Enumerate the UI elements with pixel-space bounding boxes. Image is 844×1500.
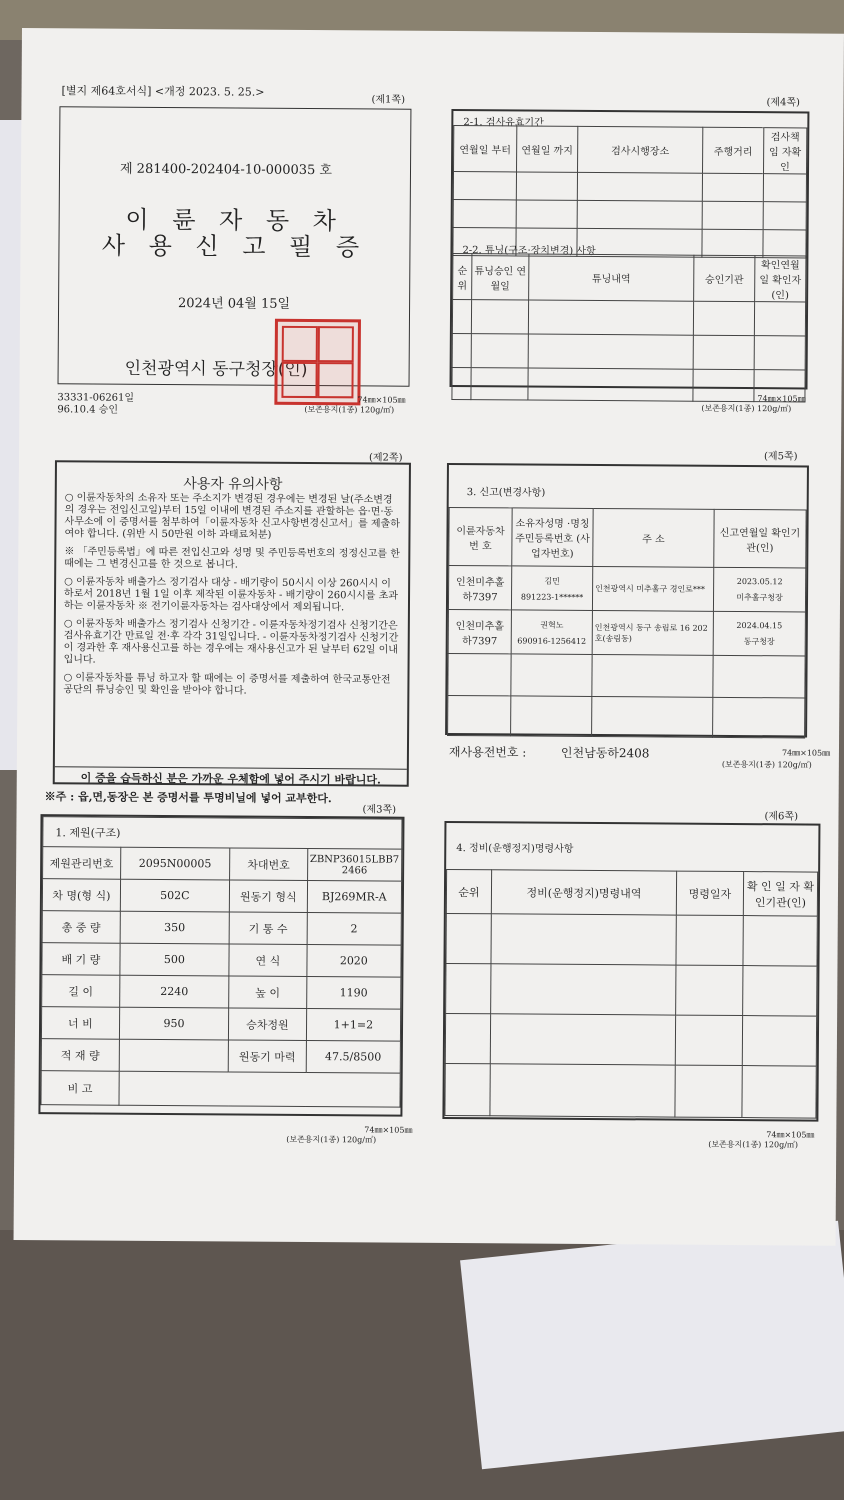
spec-value — [119, 1039, 228, 1072]
report-table — [447, 507, 807, 738]
found-notice: 이 증을 습득하신 분은 가까운 우체함에 넣어 주시기 바랍니다. — [55, 766, 407, 787]
spec-label: 높 이 — [229, 976, 307, 1009]
issuer: 인천광역시 동구청장(인) — [124, 358, 308, 381]
spec-label: 비 고 — [41, 1071, 119, 1106]
tuning-table — [451, 253, 806, 402]
row1-date: 2023.05.12 — [736, 576, 783, 586]
official-seal — [274, 319, 361, 406]
spec-label: 원동기 마력 — [228, 1040, 306, 1073]
approval-date: 96.10.4 승인 — [57, 404, 119, 416]
spec-label: 원동기 형식 — [229, 880, 307, 913]
spec-label: 총 중 량 — [42, 911, 120, 944]
header-order-detail: 정비(운행정지)명령내역 — [491, 870, 676, 915]
header-from: 연월일 부터 — [454, 126, 517, 172]
spec-value: 950 — [119, 1007, 228, 1040]
row2-address: 인천광역시 동구 송림로 16 202호(송림동) — [592, 610, 713, 655]
spec-label: 길 이 — [42, 975, 120, 1008]
header-approval-date: 튜닝승인 연월일 — [472, 254, 529, 300]
header-to: 연월일 까지 — [517, 126, 578, 172]
notice-body — [63, 492, 400, 704]
notice-item-1: ○ 이륜자동차의 소유자 또는 주소지가 변경된 경우에는 변경된 날(주소변경의 경우는 전입신고일)부터 15일 이내에 변경된 주소지를 관할하는 읍·면·동사무소에 이 증명서를 첨부하여「이륜자동차 신고사항변경신고서」를 제출하여야 합니다. (위반 시 50만원 이하 과태료처분) — [64, 492, 400, 541]
maintenance-table — [444, 869, 818, 1119]
table-row — [41, 1039, 400, 1074]
spec-value: 1190 — [306, 977, 401, 1010]
row2-plate: 인천미추홀 하7397 — [448, 609, 511, 653]
row2-date: 2024.04.15 — [736, 620, 783, 630]
page3-size-note: 74㎜×105㎜ — [364, 1125, 413, 1135]
spec-label: 제원관리번호 — [43, 847, 121, 880]
page4-panel — [450, 109, 810, 389]
table-row — [42, 975, 401, 1010]
spec-table — [40, 816, 402, 1108]
page1-panel — [58, 106, 412, 386]
header-approval-agency: 승인기관 — [694, 255, 755, 301]
spec-section-title: 1. 제원(구조) — [43, 817, 402, 850]
spec-value: ZBNP36015LBB7 2466 — [307, 849, 402, 882]
header-report-date: 신고연월일 확인기관(인) — [714, 509, 806, 568]
notice-item-2: ※ 「주민등록법」에 따른 전입신고와 성명 및 주민등록번호의 정정신고를 한 때에는 그 변경신고를 한 것으로 봅니다. — [64, 546, 400, 571]
header-tuning-detail: 튜닝내역 — [529, 254, 694, 301]
row2-id: 690916-1256412 — [517, 635, 587, 646]
header-plate: 이륜자동차 번 호 — [449, 507, 512, 565]
header-confirm-agency: 확 인 일 자 확인기관(인) — [743, 872, 817, 917]
table-row — [43, 847, 402, 882]
approval-number: 33331-06261일 — [57, 392, 135, 404]
page6-size-note: 74㎜×105㎜ — [766, 1130, 815, 1140]
reuse-label: 재사용전번호 : — [448, 744, 527, 760]
page1-paper-note: (보존용지(1종) 120g/㎡) — [304, 404, 395, 415]
table-row — [42, 911, 401, 946]
spec-value: 502C — [120, 879, 229, 912]
page3-label: (제3쪽) — [362, 804, 397, 816]
header-address: 주 소 — [593, 508, 714, 567]
header-order: 순위 — [446, 869, 491, 913]
table-row — [42, 879, 401, 914]
header-rank: 순위 — [453, 254, 472, 300]
row2-agency: 동구청장 — [743, 636, 775, 646]
spec-value: 1+1=2 — [306, 1009, 401, 1042]
page5-panel — [445, 463, 809, 738]
tuning-section-title: 2-2. 튜닝(구조·장치변경) 사항 — [462, 245, 596, 258]
page5-size-note: 74㎜×105㎜ — [781, 748, 831, 758]
background-paper — [460, 1221, 844, 1470]
header-place: 검사시행장소 — [578, 126, 703, 173]
page3-paper-note: (보존용지(1종) 120g/㎡) — [286, 1134, 377, 1145]
header-owner: 소유자성명 ·명칭 주민등록번호 (사업자번호) — [512, 508, 593, 567]
notice-item-3: ○ 이륜자동차 배출가스 정기검사 대상 - 배기량이 50시시 이상 260시시 이하로서 2018년 1월 1일 이후 제작된 이륜자동차 - 배기량이 260시시를 초과하는 이륜자동차 ※ 전기이륜자동차는 검사대상에서 제외됩니다. — [63, 576, 399, 614]
spec-label: 기 통 수 — [229, 912, 307, 945]
title-line2: 사 용 신 고 필 증 — [101, 231, 368, 262]
reuse-number: 인천남동하2408 — [560, 745, 650, 761]
page4-paper-note: (보존용지(1종) 120g/㎡) — [701, 403, 792, 414]
report-section-title: 3. 신고(변경사항) — [466, 487, 546, 499]
notice-item-4: ○ 이륜자동차 배출가스 정기검사 신청기간 - 이륜자동차정기검사 신청기간은 검사유효기간 만료일 전·후 각각 31일입니다. - 이륜자동차정기검사 신청기간이 경과한 후 재사용신고를 하는 경우에는 재사용신고가 된 날부터 62일 이내입니다. — [63, 618, 399, 666]
page6-label: (제6쪽) — [764, 811, 799, 823]
spec-value: 500 — [120, 943, 229, 976]
table-row — [448, 609, 805, 655]
spec-label: 적 재 량 — [41, 1039, 119, 1072]
page6-panel — [442, 821, 820, 1122]
page4-label: (제4쪽) — [766, 97, 801, 109]
page1-label: (제1쪽) — [371, 94, 406, 106]
issue-instruction: ※주 : 읍,면,동장은 본 증명서를 투명비닐에 넣어 교부한다. — [44, 790, 332, 806]
spec-value: 2240 — [119, 975, 228, 1008]
spec-label: 너 비 — [41, 1007, 119, 1040]
spec-label: 승차정원 — [229, 1008, 307, 1041]
notice-title: 사용자 유의사항 — [183, 476, 283, 493]
row1-owner: 김민 — [544, 576, 560, 586]
inspection-section-title: 2-1. 검사유효기간 — [463, 117, 544, 129]
spec-label: 연 식 — [229, 944, 307, 977]
header-inspector: 검사책임 자확인 — [764, 128, 807, 174]
page1-size-note: 74㎜×105㎜ — [357, 395, 406, 405]
table-row — [42, 943, 401, 978]
page6-paper-note: (보존용지(1종) 120g/㎡) — [708, 1139, 799, 1150]
remarks-value — [119, 1071, 400, 1107]
certificate-paper — [14, 28, 844, 1246]
spec-label: 차 명(형 식) — [42, 879, 120, 912]
table-row — [448, 565, 805, 611]
spec-value: 2095N00005 — [120, 847, 229, 880]
notice-item-5: ○ 이륜자동차를 튜닝 하고자 할 때에는 이 증명서를 제출하여 한국교통안전공단의 튜닝승인 및 확인을 받아야 합니다. — [63, 672, 391, 697]
title-line1: 이 륜 자 동 차 — [125, 205, 344, 236]
cert-number: 제 281400-202404-10-000035 호 — [119, 161, 333, 179]
spec-label: 배 기 량 — [42, 943, 120, 976]
table-row — [41, 1007, 400, 1042]
header-confirm: 확인연월일 확인자(인) — [755, 256, 806, 302]
page5-paper-note: (보존용지(1종) 120g/㎡) — [721, 759, 812, 770]
spec-label: 차대번호 — [230, 848, 308, 881]
row1-agency: 미추홀구청장 — [736, 592, 783, 602]
spec-value: 2020 — [307, 945, 402, 978]
row1-plate: 인천미추홀 하7397 — [448, 565, 511, 609]
header-order-date: 명령일자 — [676, 871, 743, 915]
page2-label: (제2쪽) — [368, 452, 403, 464]
page5-label: (제5쪽) — [763, 451, 798, 463]
inspection-table — [452, 125, 807, 258]
form-id: [별지 제64호서식] <개정 2023. 5. 25.> — [61, 84, 265, 99]
page2-panel — [53, 460, 411, 786]
spec-value: 2 — [307, 913, 402, 946]
issue-date: 2024년 04월 15일 — [177, 296, 291, 312]
row2-owner: 권혁노 — [540, 620, 564, 630]
header-mileage: 주행거리 — [703, 127, 764, 173]
spec-value: 47.5/8500 — [306, 1041, 401, 1074]
spec-value: 350 — [120, 911, 229, 944]
spec-value: BJ269MR-A — [307, 881, 402, 914]
table-row — [41, 1071, 400, 1108]
row1-address: 인천광역시 미추홀구 경인로*** — [592, 566, 713, 611]
maintenance-section-title: 4. 정비(운행정지)명령사항 — [456, 843, 574, 855]
page3-panel — [38, 814, 404, 1117]
page4-size-note: 74㎜×105㎜ — [757, 394, 806, 404]
row1-id: 891223-1****** — [520, 591, 584, 602]
